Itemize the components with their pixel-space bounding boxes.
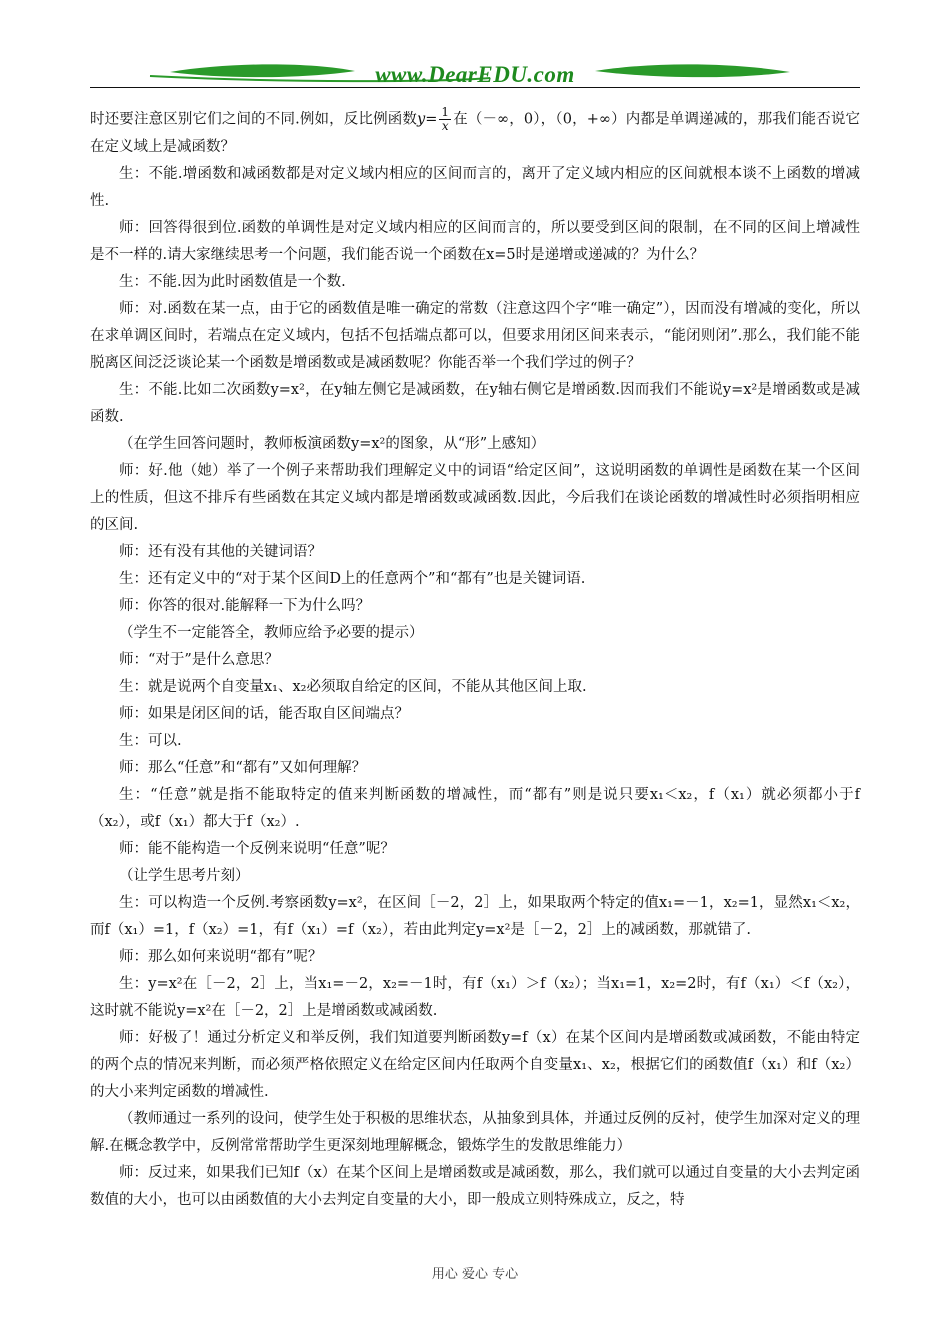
paragraph-20: （让学生思考片刻） (119, 867, 250, 884)
paragraph-13: 师：“对于”是什么意思？ (119, 651, 279, 668)
document-body (90, 106, 860, 1214)
paragraph-7: （在学生回答问题时，教师板演函数y=x²的图象，从“形”上感知） (119, 435, 546, 452)
paragraph-23: 生：y=x²在［－2，2］上，当x₁=－2，x₂=－1时，有f（x₁）＞f（x₂）；当x₁=1，x₂=2时，有f（x₁）＜f（x₂），这时就不能说y=x²在［－2，2］上是增函数或减函数. (90, 975, 860, 1019)
paragraph-25: （教师通过一系列的设问，使学生处于积极的思维状态，从抽象到具体，并通过反例的反衬，使学生加深对定义的理解.在概念教学中，反例常常帮助学生更深刻地理解概念，锻炼学生的发散思维能力） (90, 1110, 860, 1154)
site-logo-text: www.DearEDU.com (375, 62, 575, 87)
fraction-one-over-x: $\frac{1}{x}$ (441, 105, 450, 133)
paragraph-9: 师：还有没有其他的关键词语？ (119, 543, 322, 560)
paragraph-15: 师：如果是闭区间的话，能否取自区间端点？ (119, 705, 409, 722)
paragraph-6: 生：不能.比如二次函数y=x²，在y轴左侧它是减函数，在y轴右侧它是增函数.因而我们不能说y=x²是增函数或是减函数. (90, 381, 860, 425)
paragraph-3: 师：回答得很到位.函数的单调性是对定义域内相应的区间而言的，所以要受到区间的限制，在不同的区间上增减性是不一样的.请大家继续思考一个问题，我们能否说一个函数在x=5时是递增或递减的？为什么？ (90, 219, 860, 263)
paragraph-12: （学生不一定能答全，教师应给予必要的提示） (119, 624, 424, 641)
paragraph-18: 生：“任意”就是指不能取特定的值来判断函数的增减性，而“都有”则是说只要x₁＜x₂，f（x₁）就必须都小于f（x₂），或f（x₁）都大于f（x₂）. (90, 786, 860, 830)
paragraph-26: 师：反过来，如果我们已知f（x）在某个区间上是增函数或是减函数，那么，我们就可以通过自变量的大小去判定函数值的大小，也可以由函数值的大小去判定自变量的大小，即一般成立则特殊成立，反之，特 (90, 1164, 860, 1208)
page-footer: 用心 爱心 专心 (431, 1267, 519, 1282)
paragraph-19: 师：能不能构造一个反例来说明“任意”呢？ (119, 840, 395, 857)
paragraph-8: 师：好.他（她）举了一个例子来帮助我们理解定义中的词语“给定区间”，这说明函数的单调性是函数在某一个区间上的性质，但这不排斥有些函数在其定义域内都是增函数或减函数.因此，今后我们在谈论函数的增减性时必须指明相应的区间. (90, 462, 860, 533)
paragraph-22: 师：那么如何来说明“都有”呢？ (119, 948, 323, 965)
paragraph-17: 师：那么“任意”和“都有”又如何理解？ (119, 759, 367, 776)
paragraph-10: 生：还有定义中的“对于某个区间D上的任意两个”和“都有”也是关键词语. (119, 570, 586, 587)
paragraph-2: 生：不能.增函数和减函数都是对定义域内相应的区间而言的，离开了定义域内相应的区间就根本谈不上函数的增减性. (90, 165, 860, 209)
paragraph-4: 生：不能.因为此时函数值是一个数. (119, 273, 346, 290)
paragraph-24: 师：好极了！通过分析定义和举反例，我们知道要判断函数y=f（x）在某个区间内是增函数或减函数，不能由特定的两个点的情况来判断，而必须严格依照定义在给定区间内任取两个自变量x₁、x₂，根据它们的函数值f（x₁）和f（x₂）的大小来判定函数的增减性. (90, 1029, 860, 1100)
paragraph-11: 师：你答的很对.能解释一下为什么吗？ (119, 597, 371, 614)
paragraph-14: 生：就是说两个自变量x₁、x₂必须取自给定的区间，不能从其他区间上取. (119, 678, 587, 695)
header-rule (90, 87, 860, 88)
paragraph-16: 生：可以. (119, 732, 182, 749)
paragraph-21: 生：可以构造一个反例.考察函数y=x²，在区间［－2，2］上，如果取两个特定的值x₁=－1，x₂=1，显然x₁＜x₂，而f（x₁）=1，f（x₂）=1，有f（x₁）=f（x₂），若由此判定y=x²是［－2，2］上的减函数，那就错了. (90, 894, 860, 938)
paragraph-5: 师：对.函数在某一点，由于它的函数值是唯一确定的常数（注意这四个字“唯一确定”），因而没有增减的变化，所以在求单调区间时，若端点在定义域内，包括不包括端点都可以，但要求用闭区间来表示，“能闭则闭”.那么，我们能不能脱离区间泛泛谈论某一个函数是增函数或是减函数呢？你能否举一个我们学过的例子？ (90, 300, 860, 371)
paragraph-1: 时还要注意区别它们之间的不同.例如，反比例函数y= $\frac{1}{x}$ 在（－∞，0），（0，+∞）内都是单调递减的，那我们能否说它在定义域上是减函数？ (90, 105, 860, 155)
